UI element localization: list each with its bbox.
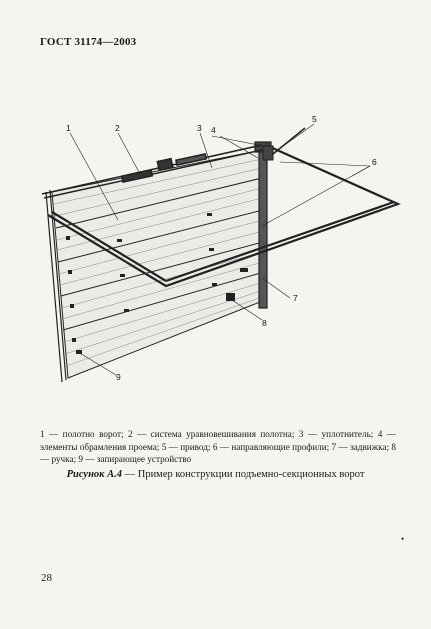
callout-7: 7	[293, 293, 298, 303]
garage-door-diagram	[0, 108, 431, 408]
figure-caption	[0, 469, 431, 480]
figure-title: — Пример конструкции подъемно-секционных ворот	[121, 469, 365, 480]
callout-6: 6	[372, 157, 377, 167]
page-mark: •	[401, 534, 405, 544]
document-header: ГОСТ 31174—2003	[40, 36, 137, 48]
callout-1: 1	[66, 123, 71, 133]
callout-5: 5	[312, 114, 317, 124]
callout-3: 3	[197, 123, 202, 133]
callout-4: 4	[211, 125, 216, 135]
callout-8: 8	[262, 318, 267, 328]
callout-9: 9	[116, 372, 121, 382]
page-number: 28	[41, 572, 52, 584]
figure-label: Рисунок А.4	[66, 469, 122, 480]
callout-2: 2	[115, 123, 120, 133]
figure-legend: 1 — полотно ворот; 2 — система уравновешивания полотна; 3 — уплотнитель; 4 — элементы обрамления проема; 5 — привод; 6 — направляющие профили; 7 — задвижка; 8 — ручка; 9 — запирающее устройство	[40, 429, 396, 464]
